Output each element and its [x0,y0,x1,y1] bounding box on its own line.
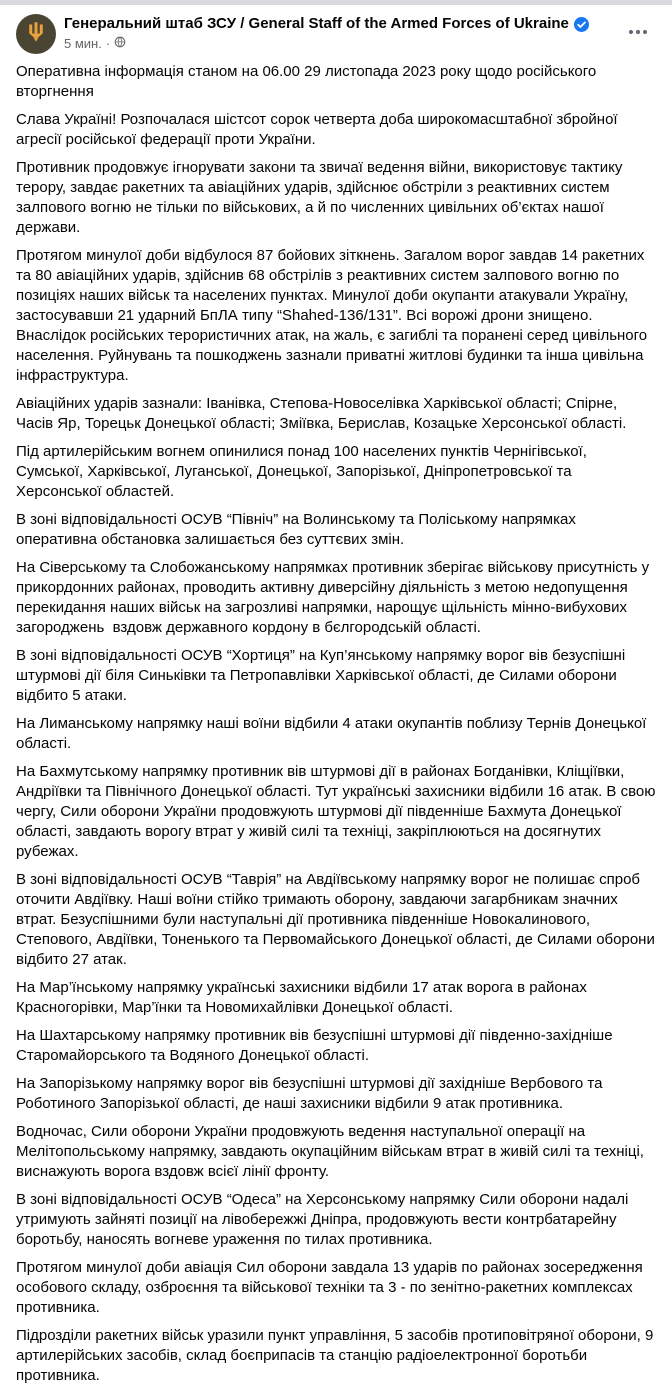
privacy-globe-icon [114,36,126,52]
post-header [0,5,672,56]
post-header-text [64,14,620,52]
ukraine-trident-icon [24,20,48,49]
verified-badge-icon [574,17,589,32]
post-paragraph: Під артилерійським вогнем опинилися понад 100 населених пунктів Чернігівської, Сумської, Харківської, Луганської, Донецької, Запорізької, Дніпропетровської та Херсонської областей. [16,443,592,500]
post-body [0,56,672,1396]
page-name-row [64,14,620,33]
post-paragraph: Підрозділи ракетних військ уразили пункт управління, 5 засобів протиповітряної оборони, 9 артилерійських засобів, склад боєприпасів та станцію радіоелектронної боротьби противника. [16,1327,658,1384]
post-paragraph: На Запорізькому напрямку ворог вів безуспішні штурмові дії західніше Вербового та Роботиного Запорізької області, де наші захисники відбили 9 атак противника. [16,1075,607,1112]
post-paragraph: В зоні відповідальності ОСУВ “Таврія” на Авдіївському напрямку ворог не полишає спроб оточити Авдіївку. Наші воїни стійко тримають оборону, завдаючи загарбникам значних втрат. Безуспішними були наступальні дії противника південніше Новокалинового, Степового, Авдіївки, Тоненького та Первомайського Донецької області, де Силами оборони відбито 27 атак. [16,871,660,968]
post-timestamp[interactable]: 5 мин. [64,36,102,51]
post-paragraph: Водночас, Сили оборони України продовжують ведення наступальної операції на Мелітопольському напрямку, завдають окупаційним військам втрат в живій силі та техніці, виснажують ворога вздовж всієї лінії фронту. [16,1123,649,1180]
post-paragraph: Противник продовжує ігнорувати закони та звичаї ведення війни, використовує тактику терору, завдає ракетних та авіаційних ударів, здійснює обстріли з реактивних систем залпового вогню не тільки по військових, а й по численних цивільних об’єктах нашої держави. [16,159,627,236]
post-paragraph: Протягом минулої доби авіація Сил оборони завдала 13 ударів по районах зосередження особового складу, озброєння та військової техніки та 3 - по зенітно-ракетних комплексах противника. [16,1259,647,1316]
page-name-link[interactable]: Генеральний штаб ЗСУ / General Staff of the Armed Forces of Ukraine [64,15,569,32]
post-paragraph: В зоні відповідальності ОСУВ “Одеса” на Херсонському напрямку Сили оборони надалі утримують зайняті позиції на лівобережжі Дніпра, продовжують вести контрбатарейну боротьбу, наносять вогневе ураження по тилах противника. [16,1191,633,1248]
post-paragraph: Оперативна інформація станом на 06.00 29 листопада 2023 року щодо російського вторгнення [16,63,601,100]
facebook-post [0,5,672,1396]
meta-separator: · [105,36,111,51]
post-paragraph: На Мар’їнському напрямку українські захисники відбили 17 атак ворога в районах Красногорівки, Мар’їнки та Новомихайлівки Донецької області. [16,979,591,1016]
post-paragraph: Протягом минулої доби відбулося 87 бойових зіткнень. Загалом ворог завдав 14 ракетних та 80 авіаційних ударів, здійснив 68 обстрілів з реактивних систем залпового вогню по позиціях наших військ та населених пунктах. Минулої доби окупанти атакували Україну, застосувавши 21 ударний БпЛА типу “Shahed-136/131”. Всі ворожі дрони знищено. Внаслідок російських терористичних атак, на жаль, є загиблі та поранені серед цивільного населення. Руйнувань та пошкоджень зазнали приватні житлові будинки та інша цивільна інфраструктура. [16,247,652,384]
post-paragraph: На Бахмутському напрямку противник вів штурмові дії в районах Богданівки, Кліщіївки, Андріївки та Північного Донецької області. Тут українські захисники відбили 16 атак. В свою чергу, Сили оборони України продовжують штурмові дії південніше Бахмута Донецької області, завдають ворогу втрат у живій силі та техніці, закріплюються на досягнутих рубежах. [16,763,660,860]
ellipsis-icon [629,30,633,34]
post-paragraph: В зоні відповідальності ОСУВ “Хортиця” на Куп’янському напрямку ворог вів безуспішні штурмові дії біля Синьківки та Петропавлівки Харківської області, де Силами оборони відбито 5 атаки. [16,647,630,704]
post-paragraph: На Сіверському та Слобожанському напрямках противник зберігає військову присутність у прикордонних районах, проводить активну диверсійну діяльність з метою недопущення перекидання наших військ на загрозливі напрямки, нарощує щільність мінно-вибухових загороджень вздовж державного кордону в бєлгородській області. [16,559,654,636]
post-paragraph: Авіаційних ударів зазнали: Іванівка, Степова-Новоселівка Харківської області; Спірне, Часів Яр, Торецьк Донецької області; Зміївка, Берислав, Козацьке Херсонської області. [16,395,627,432]
post-paragraph: В зоні відповідальності ОСУВ “Північ” на Волинському та Поліському напрямках оперативна обстановка залишається без суттєвих змін. [16,511,581,548]
more-options-button[interactable] [620,20,656,44]
post-paragraph: Слава Україні! Розпочалася шістсот сорок четверта доба широкомасштабної збройної агресії російської федерації проти України. [16,111,622,148]
post-paragraph: На Шахтарському напрямку противник вів безуспішні штурмові дії південно-західніше Старомайорського та Водяного Донецької області. [16,1027,617,1064]
page-avatar[interactable] [16,14,56,54]
post-meta-row [64,36,620,52]
post-paragraph: На Лиманському напрямку наші воїни відбили 4 атаки окупантів поблизу Тернів Донецької області. [16,715,651,752]
